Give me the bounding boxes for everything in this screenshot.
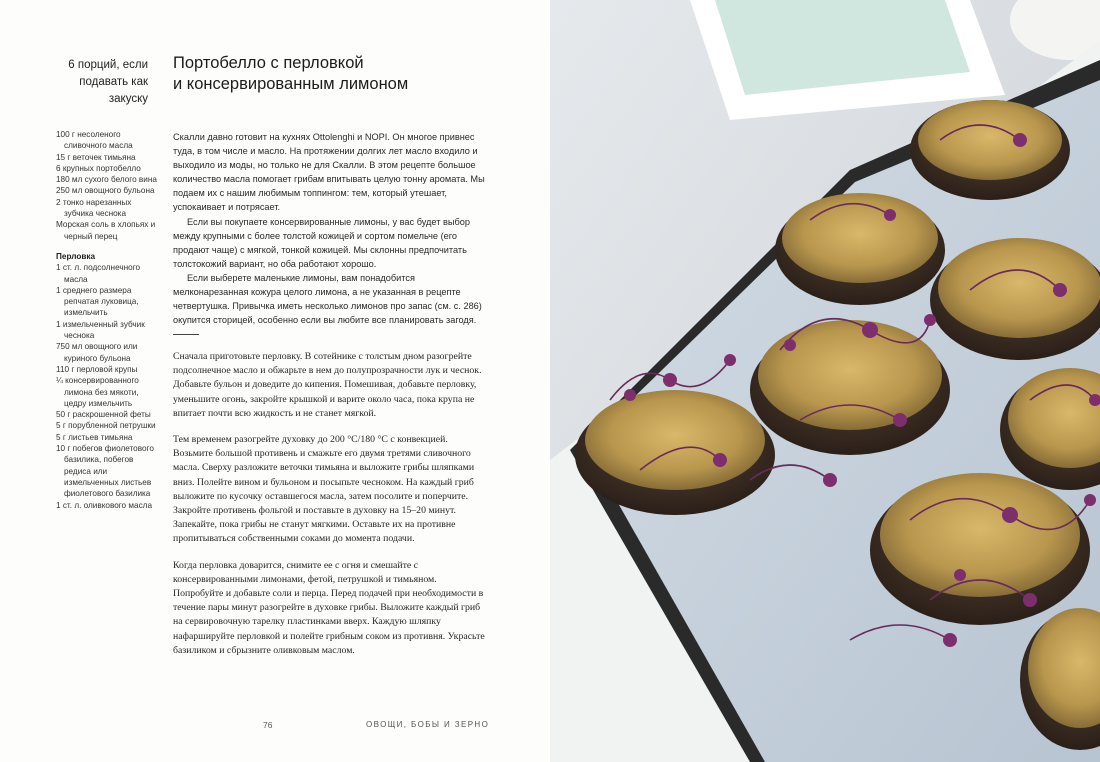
ingredient-item: 6 крупных портобелло [56,163,141,173]
intro-paragraph: Скалли давно готовит на кухнях Ottolenghi и NOPI. Он многое привнес туда, в том числе и масло. На протяжении долгих лет масло входило и выходило из моды, но только не для Скалли. В этом рецепте большое количество масла помогает грибам впитывать целую тонну аромата. Мы подаем их с нашим любимым топпингом: тем, который утешает, успокаивает и потрясает. [173,132,485,213]
mushroom [870,473,1090,625]
ingredients-list [56,129,162,511]
ingredient-item: 1 среднего размера репчатая луковица, измельчить [56,285,139,318]
ingredient-item: 1 ст. л. оливкового масла [56,500,152,510]
method-text [173,350,485,670]
title-line: Портобелло с перловкой [173,54,364,72]
section-divider [173,334,199,335]
servings-line: подавать как закуску [79,76,148,105]
method-paragraph: Тем временем разогрейте духовку до 200 °С/180 °С с конвекцией. Возьмите большой противень и смажьте его двумя третями сливочного масла. Сверху разложите веточки тимьяна и выложите грибы шляпками вниз. Полейте вином и бульоном и посыпьте чесноком. На каждый гриб выложите по кусочку оставшегося масла, затем посолите и поперчите. Закройте противень фольгой и поставьте в духовку на 15–20 минут. Запекайте, пока грибы не станут мягкими. Оставьте их на противне пропитываться собственными соками до момента подачи. [173,434,475,545]
mushroom [750,320,950,455]
ingredient-item: 50 г раскрошенной феты [56,410,151,420]
ingredient-item: 110 г перловой крупы [56,364,138,374]
ingredient-item: Морская соль в хлопьях и черный перец [56,220,156,241]
ingredient-item: 15 г веточек тимьяна [56,152,136,162]
ingredient-item: 750 мл овощного или куриного бульона [56,342,138,363]
intro-paragraph: Если выберете маленькие лимоны, вам понадобится мелконарезанная кожура целого лимона, а не указанная в рецепте четвертушка. Привычка иметь несколько лимонов про запас (см. с. 286) окупится сторицей, особенно если вы любите все планировать загодя. [173,272,482,326]
ingredient-item: 250 мл овощного бульона [56,186,155,196]
mushroom [775,193,945,305]
title-line: и консервированным лимоном [173,75,409,93]
ingredient-item: 5 г листьев тимьяна [56,432,133,442]
right-page [550,0,1100,762]
ingredient-item: 2 тонко нарезанных зубчика чеснока [56,197,132,219]
running-footer: ОВОЩИ, БОБЫ И ЗЕРНО [366,720,490,729]
ingredient-item: 1 ст. л. подсолнечного масла [56,263,141,284]
stuffed-portobello-photo [550,0,1100,762]
ingredient-item: ¼ консервированного лимона без мякоти, цедру измельчить [56,376,139,408]
servings-note [38,57,148,108]
method-paragraph: Сначала приготовьте перловку. В сотейнике с толстым дном разогрейте подсолнечное масло и обжарьте в нем до полупрозрачности лук и чеснок. Добавьте бульон и доведите до кипения. Помешивая, добавьте перловку, уменьшите огонь, закройте крышкой и варите около часа, пока крупа не впитает почти всю жидкость и не станет мягкой. [173,351,482,419]
servings-line: 6 порций, если [68,59,148,71]
intro-text [173,130,485,327]
recipe-title [173,53,493,95]
ingredient-item: 1 измельченный зубчик чеснока [56,319,145,341]
ingredients-subheading: Перловка [56,251,96,261]
mushroom [910,100,1070,200]
page-number: 76 [263,720,273,730]
ingredient-item: 180 мл сухого белого вина [56,175,157,185]
ingredient-item: 100 г несоленого сливочного масла [56,130,133,151]
ingredient-item: 5 г порубленной петрушки [56,421,156,431]
method-paragraph: Когда перловка доварится, снимите ее с огня и смешайте с консервированными лимонами, фетой, петрушкой и тимьяном. Попробуйте и добавьте соли и перца. Перед подачей при необходимости в течение пары минут разогрейте в духовке грибы. Выложите каждый гриб на сервировочную тарелку пластинками вверх. Каждую шляпку нафаршируйте перловкой и полейте грибным соком из противня. Украсьте базиликом и сбрызните оливковым маслом. [173,559,485,656]
ingredient-item: 10 г побегов фиолетового базилика, побегов редиса или измельченных листьев фиолетового базилика [56,444,154,499]
mushroom [575,390,775,515]
intro-paragraph: Если вы покупаете консервированные лимоны, у вас будет выбор между крупными с более толстой кожицей и сортом помельче (его продают чаще) с мягкой, тонкой кожицей. Мы склонны предпочитать толстокожий вариант, но оба работают хорошо. [173,216,470,269]
